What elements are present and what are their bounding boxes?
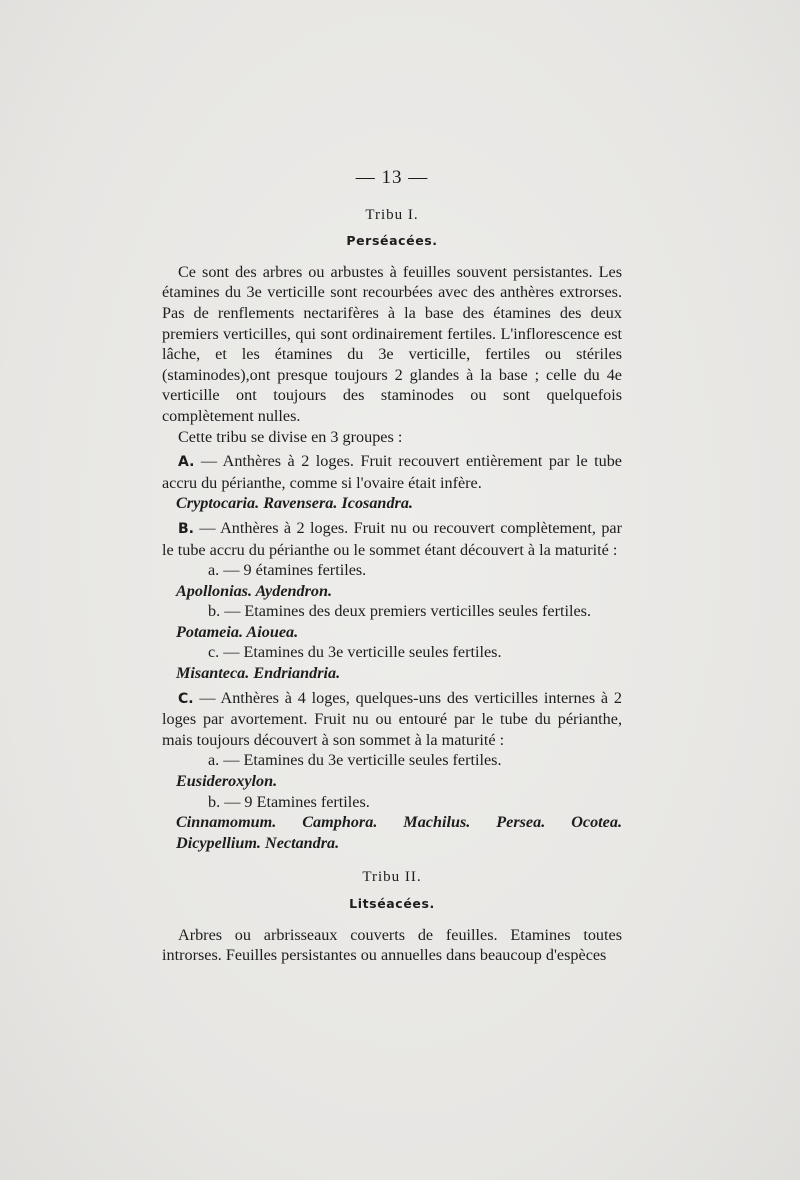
group-a-text: — Anthères à 2 loges. Fruit recouvert entièrement par le tube accru du périanthe, comme si l'ovaire était infère. [162,452,622,492]
group-b-b-text: b. — Etamines des deux premiers verticilles seules fertiles. [208,602,591,621]
group-b-letter: B. [178,520,194,537]
tribu-1-family: Perséacées. [346,233,438,249]
group-b-c-text: c. — Etamines du 3e verticille seules fertiles. [208,643,502,662]
group-b-c-genera: Misanteca. Endriandria. [176,664,341,683]
group-a [162,451,622,493]
tribu-2-heading: Tribu II. [362,869,422,886]
group-c-b-genera: Cinnamomum. Camphora. Machilus. Persea. Ocotea. Dicypellium. Nectandra. [176,813,622,852]
group-b-b-genera: Potameia. Aiouea. [176,622,299,641]
tribu-1-heading: Tribu I. [365,206,419,223]
group-c-b-text: b. — 9 Etamines fertiles. [208,792,370,811]
group-a-letter: A. [178,454,195,471]
group-c [162,688,622,751]
group-c-text: — Anthères à 4 loges, quelques-uns des verticilles internes à 2 loges par avortement. Fruit nu ou entouré par le tube du périanthe, mais toujours découvert à son sommet à la maturité : [162,688,622,749]
group-b-a-text: a. — 9 étamines fertiles. [208,561,367,580]
group-c-letter: C. [178,690,194,707]
tribu-1-description: Ce sont des arbres ou arbustes à feuilles souvent persistantes. Les étamines du 3e verticille sont recourbées avec des anthères extrorses. Pas de renflements nectarifères à la base des étamines des deux premiers verticilles, qui sont ordinairement fertiles. L'inflorescence est lâche, et les étamines du 3e verticille, fertiles ou stériles (staminodes),ont presque toujours 2 glandes à la base ; celle du 4e verticille ont toujours des staminodes ou sont quelquefois complètement nulles. [162,262,622,425]
page-number: — 13 — [355,167,429,188]
tribu-2-description: Arbres ou arbrisseaux couverts de feuilles. Etamines toutes introrses. Feuilles persistantes ou annuelles dans beaucoup d'espèces [162,925,622,965]
group-b-a-genera: Apollonias. Aydendron. [176,581,333,600]
tribu-2-family: Litséacées. [349,896,435,911]
group-c-a-genera: Eusideroxylon. [176,772,278,791]
group-c-a-text: a. — Etamines du 3e verticille seules fertiles. [208,751,502,770]
group-b [162,518,622,560]
tribu-1-divise: Cette tribu se divise en 3 groupes : [178,427,403,446]
group-a-genera: Cryptocaria. Ravensera. Icosandra. [176,494,413,513]
page-text [162,168,622,966]
group-b-text: — Anthères à 2 loges. Fruit nu ou recouvert complètement, par le tube accru du périanthe ou le sommet étant découvert à la maturité : [162,518,623,559]
